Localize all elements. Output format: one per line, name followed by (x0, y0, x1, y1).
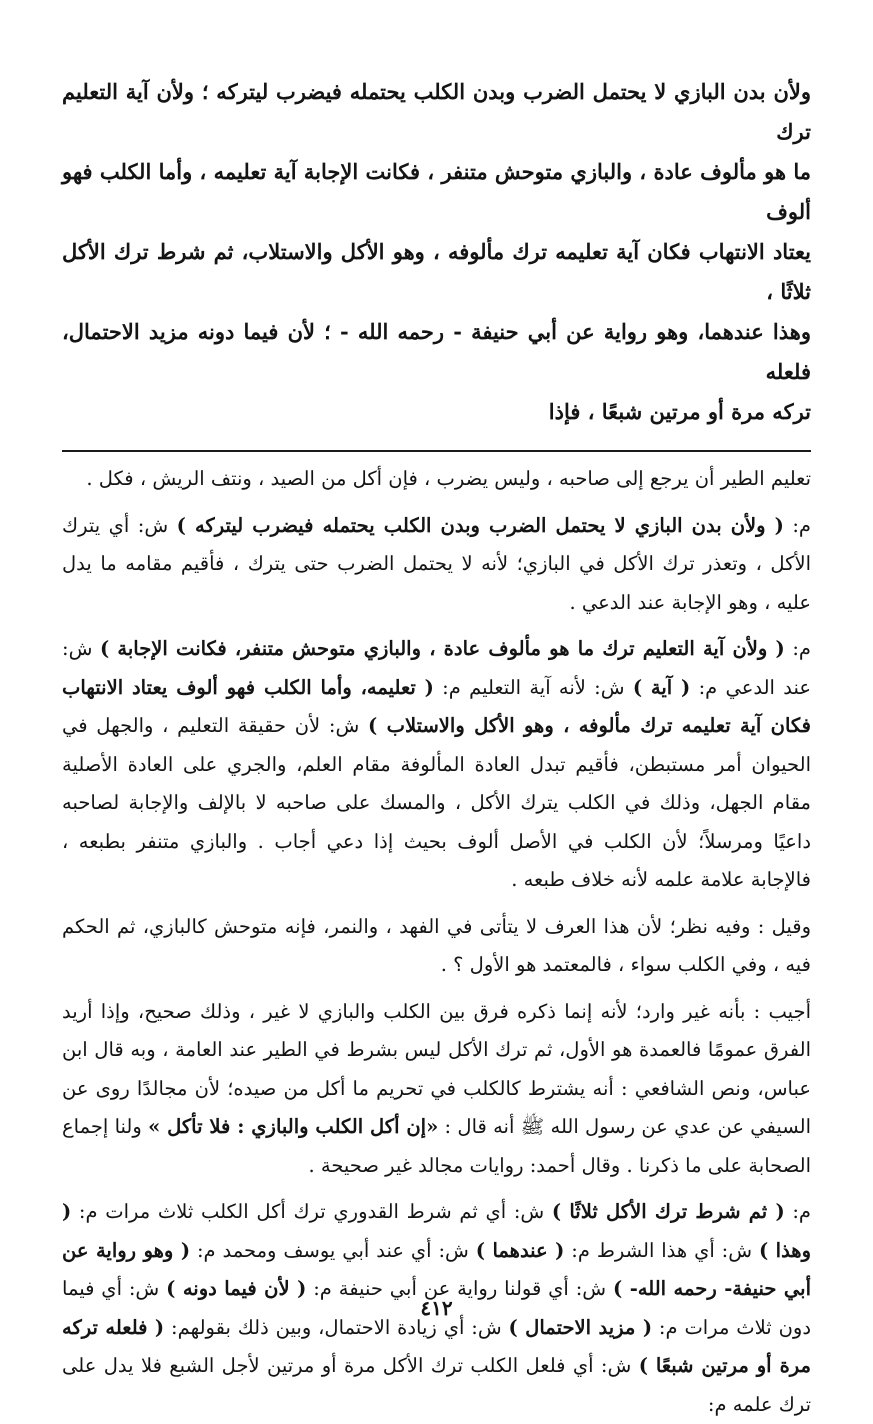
commentary-text: ش: لأنه آية التعليم م: (433, 675, 633, 699)
commentary-text: ش: لأن حقيقة التعليم ، والجهل في الحيوان أمر مستبطن، فأقيم تبدل العادة المألوفة مقام العلم، والجري على العادة الأصلية مقام الجهل، وذلك في الكلب يترك الأكل ، والمسك على صاحبه لا بالإلف والإجابة لصاحبه داعيًا ومرسلاً؛ لأن الكلب في الأصل ألوف بحيث إذا دعي أجاب . والبازي متنفر بطبعه ، فالإجابة علامة علمه لأنه خلاف طبعه . (62, 714, 811, 891)
main-text-block (62, 72, 811, 432)
commentary-paragraph (62, 993, 811, 1186)
commentary-text: ش: أي فلعل الكلب ترك الأكل مرة أو مرتين لأجل الشبع فلا يدل على ترك علمه م: (62, 1354, 811, 1416)
separator-rule (62, 450, 811, 452)
quoted-matn: ( آية ) (632, 675, 691, 699)
main-text-line: ولأن بدن البازي لا يحتمل الضرب وبدن الكلب يحتمله فيضرب ليتركه ؛ ولأن آية التعليم ترك (62, 79, 811, 144)
quoted-matn: ( عندهما ) (475, 1238, 565, 1262)
quoted-matn: ( ثم شرط ترك الأكل ثلاثًا ) (551, 1200, 785, 1223)
quoted-matn: ( ولأن آية التعليم ترك ما هو مألوف عادة ، والبازي متوحش متنفر، فكانت الإجابة ) (100, 637, 785, 660)
quoted-matn: ( ولأن بدن البازي لا يحتمل الضرب وبدن الكلب يحتمله فيضرب ليتركه ) (176, 513, 784, 537)
quoted-matn: ( مزيد الاحتمال ) (508, 1315, 653, 1339)
commentary-text: ش: أي ثم شرط القدوري ترك أكل الكلب ثلاث مرات م: (71, 1200, 552, 1223)
commentary-text: ش: عند الدعي م: (62, 637, 811, 699)
commentary-text: ش: أي هذا الشرط م: (564, 1238, 759, 1262)
commentary-text: ش: أي زيادة الاحتمال، وبين ذلك بقولهم: (164, 1315, 509, 1339)
quoted-matn: ( وهذا ) (62, 1200, 811, 1262)
main-text-line: ما هو مألوف عادة ، والبازي متوحش متنفر ، فكانت الإجابة آية تعليمه ، وأما الكلب فهو ألوف (62, 159, 811, 224)
commentary-text: ولنا إجماع الصحابة على ما ذكرنا . وقال أحمد: روايات مجالد غير صحيحة . (62, 1115, 811, 1177)
quoted-matn: ( تعليمه، وأما الكلب فهو ألوف يعتاد الانتهاب فكان آية تعليمه ترك مألوفه ، وهو الأكل والاستلاب ) (62, 675, 811, 737)
quoted-matn: ( لأن فيما دونه ) (166, 1277, 307, 1300)
quoted-matn: ( وهو رواية عن أبي حنيفة- رحمه الله- ) (62, 1238, 812, 1300)
main-text-line: وهذا عندهما، وهو رواية عن أبي حنيفة - رحمه الله - ؛ لأن فيما دونه مزيد الاحتمال، فلعله (62, 319, 811, 384)
commentary-text: ش: أي يترك الأكل ، وتعذر ترك الأكل في البازي؛ لأنه لا يحتمل الضرب حتى يترك ، فأقيم مقامه ما يدل عليه ، وهو الإجابة عند الدعي . (62, 513, 811, 614)
commentary-paragraph (62, 507, 811, 623)
commentary-text: ش: أي عند أبي يوسف ومحمد م: (190, 1238, 476, 1262)
commentary-paragraph: وقيل : وفيه نظر؛ لأن هذا العرف لا يتأتى في الفهد ، والنمر، فإنه متوحش كالبازي، ثم الحكم فيه ، وفي الكلب سواء ، فالمعتمد هو الأول ؟ . (62, 914, 811, 976)
matn-marker: م: (784, 637, 812, 660)
commentary-block (62, 460, 811, 1424)
commentary-text: أجيب : بأنه غير وارد؛ لأنه إنما ذكره فرق بين الكلب والبازي لا غير ، وذلك صحيح، وإذا أريد الفرق عمومًا فالعمدة هو الأول، ثم ترك الأكل ليس بشرط في الطير عند العامة ، وبه قال ابن عباس، ونص الشافعي : أنه يشترط كالكلب في تحريم ما أكل من صيده؛ لأن مجالدًا روى عن السيفي عن عدي عن رسول الله ﷺ أنه قال : (62, 999, 811, 1138)
main-text-line: يعتاد الانتهاب فكان آية تعليمه ترك مألوفه ، وهو الأكل والاستلاب، ثم شرط ترك الأكل ثلاثًا ، (62, 239, 811, 304)
page-number: ٤١٢ (420, 1296, 453, 1320)
matn-marker: م: (783, 513, 812, 537)
commentary-text: ش: أي فيما دون ثلاث مرات م: (62, 1277, 811, 1339)
hadith-quote: «إن أكل الكلب والبازي : فلا تأكل » (148, 1115, 439, 1138)
main-text-line: تركه مرة أو مرتين شبعًا ، فإذا (548, 399, 811, 424)
matn-marker: م: (784, 1200, 811, 1223)
commentary-paragraph: تعليم الطير أن يرجع إلى صاحبه ، وليس يضرب ، فإن أكل من الصيد ، ونتف الريش ، فكل . (86, 467, 811, 490)
quoted-matn: ( فلعله تركه مرة أو مرتين شبعًا ) (62, 1315, 811, 1377)
commentary-paragraph (62, 630, 811, 900)
commentary-text: ش: أي قولنا رواية عن أبي حنيفة م: (306, 1277, 613, 1300)
